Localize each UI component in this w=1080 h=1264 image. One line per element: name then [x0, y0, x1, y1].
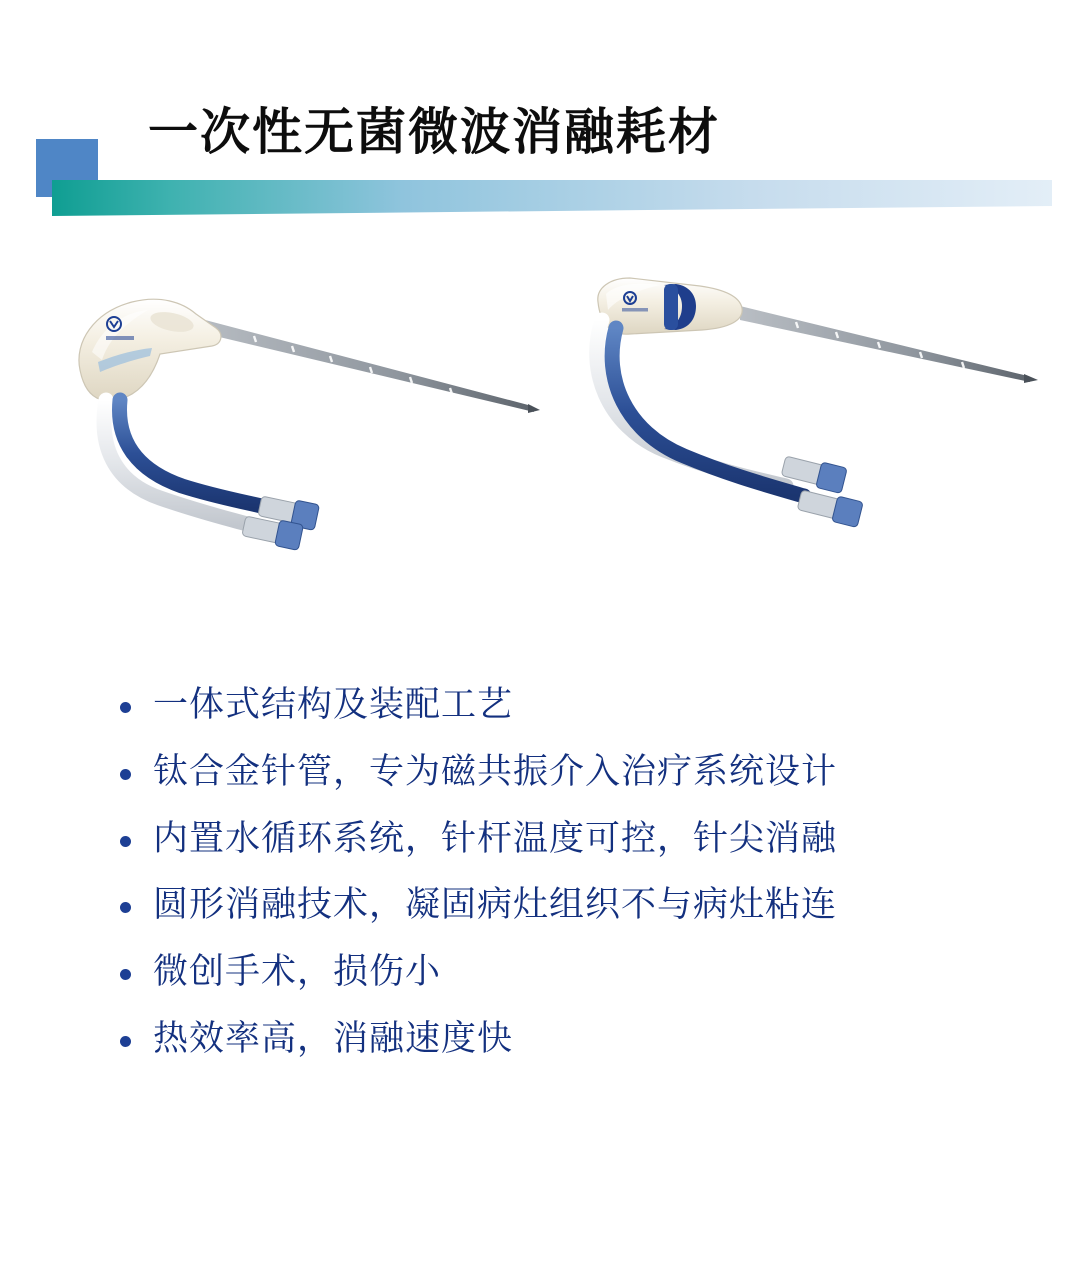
microwave-ablation-handle-device-left-illustration: [40, 250, 560, 590]
list-item: [120, 1014, 1020, 1065]
feature-text: 一体式结构及装配工艺: [153, 685, 514, 724]
list-item: [120, 747, 1020, 798]
page-header: [0, 0, 1080, 235]
product-image-area: [0, 250, 1080, 650]
feature-text: 热效率高，消融速度快: [153, 1018, 514, 1058]
feature-list: [120, 680, 1020, 1081]
list-item: [120, 814, 1020, 865]
list-item: [120, 880, 1020, 931]
list-item: [120, 680, 1020, 731]
luer-connector-right-b: [797, 490, 863, 528]
feature-text: 钛合金针管，专为磁共振介入治疗系统设计: [153, 751, 838, 791]
product-image-right: [580, 250, 1080, 590]
list-item: [120, 947, 1020, 998]
header-divider-shape: [52, 176, 1052, 222]
header-divider-rule: [52, 176, 1052, 222]
microwave-ablation-inline-device-right-illustration: [580, 250, 1080, 590]
bullet-dot-icon: [120, 702, 131, 713]
bullet-dot-icon: [120, 902, 131, 913]
product-image-left: [40, 250, 560, 590]
bullet-dot-icon: [120, 1036, 131, 1047]
feature-text: 内置水循环系统，针杆温度可控，针尖消融: [153, 818, 838, 858]
bullet-dot-icon: [120, 769, 131, 780]
feature-text: 圆形消融技术，凝固病灶组织不与病灶粘连: [153, 885, 838, 925]
bullet-dot-icon: [120, 969, 131, 980]
page-title: 一次性无菌微波消融耗材: [148, 104, 720, 160]
feature-text: 微创手术，损伤小: [153, 952, 442, 991]
bullet-dot-icon: [120, 836, 131, 847]
